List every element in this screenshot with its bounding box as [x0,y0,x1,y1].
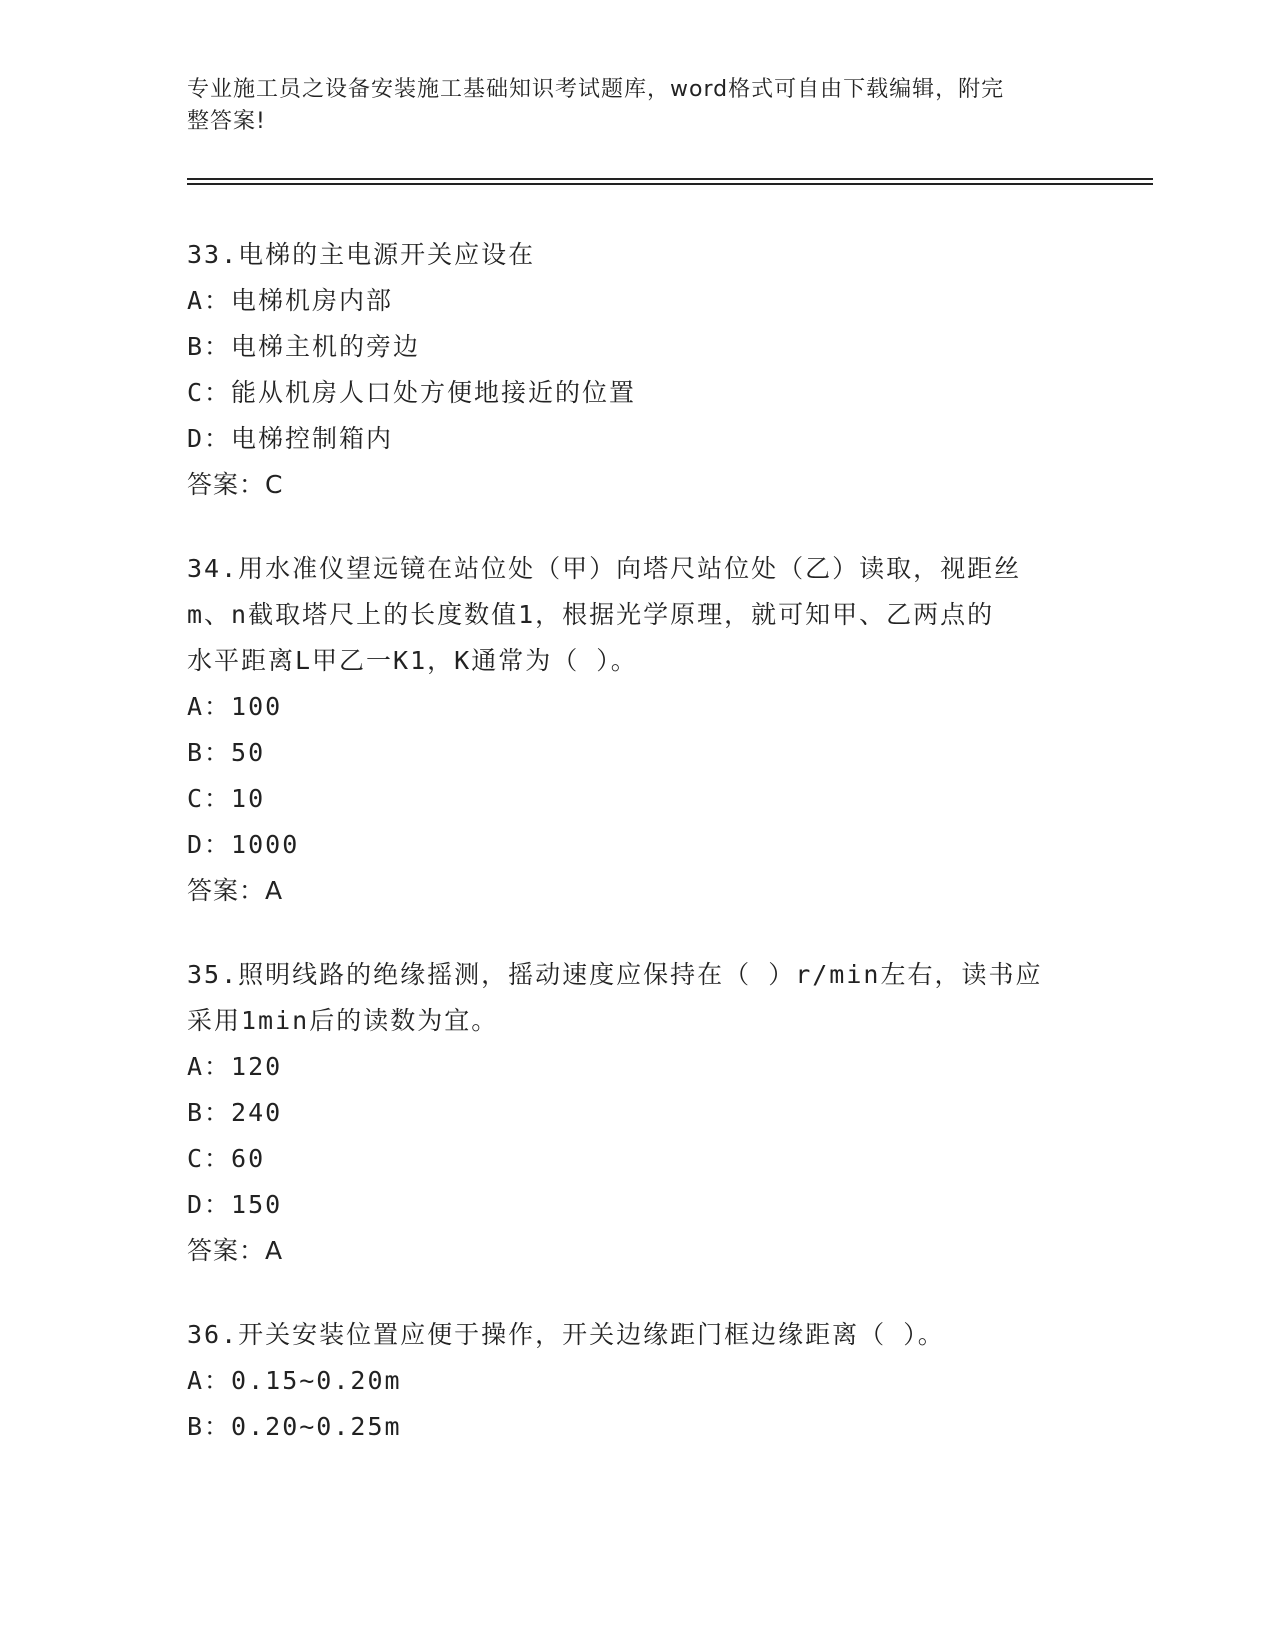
question-stem: 35.照明线路的绝缘摇测，摇动速度应保持在（ ）r/min左右，读书应 [187,960,1043,989]
answer-line: 答案：A [187,876,284,905]
option-c: C：10 [187,784,266,813]
question-stem-continued: m、n截取塔尺上的长度数值1，根据光学原理，就可知甲、乙两点的 [187,600,995,629]
question-stem-continued: 采用1min后的读数为宜。 [187,1006,499,1035]
question-stem: 33.电梯的主电源开关应设在 [187,240,536,269]
option-b: B：电梯主机的旁边 [187,332,421,361]
header-divider-bottom [187,183,1153,185]
option-c: C：能从机房人口处方便地接近的位置 [187,378,637,407]
header-divider-top [187,178,1153,180]
question-35 [187,952,1087,1274]
option-a: A：100 [187,692,283,721]
question-33 [187,232,1087,508]
question-stem: 36.开关安装位置应便于操作，开关边缘距门框边缘距离（ ）。 [187,1320,945,1349]
question-list [187,232,1087,1488]
option-c: C：60 [187,1144,266,1173]
question-36 [187,1312,1087,1450]
question-stem: 34.用水准仪望远镜在站位处（甲）向塔尺站位处（乙）读取，视距丝 [187,554,1022,583]
header-line-1: 专业施工员之设备安装施工基础知识考试题库，word格式可自由下载编辑，附完 [187,77,1005,102]
answer-line: 答案：A [187,1236,284,1265]
header-line-2: 整答案! [187,109,266,134]
question-34 [187,546,1087,914]
option-b: B：0.20~0.25m [187,1412,402,1441]
answer-line: 答案：C [187,470,284,499]
option-a: A：0.15~0.20m [187,1366,402,1395]
option-d: D：电梯控制箱内 [187,424,394,453]
option-b: B：50 [187,738,266,767]
option-d: D：150 [187,1190,283,1219]
option-a: A：120 [187,1052,283,1081]
option-d: D：1000 [187,830,300,859]
question-stem-continued: 水平距离L甲乙一K1，K通常为（ ）。 [187,646,638,675]
document-header [187,74,1067,138]
option-a: A：电梯机房内部 [187,286,394,315]
option-b: B：240 [187,1098,283,1127]
